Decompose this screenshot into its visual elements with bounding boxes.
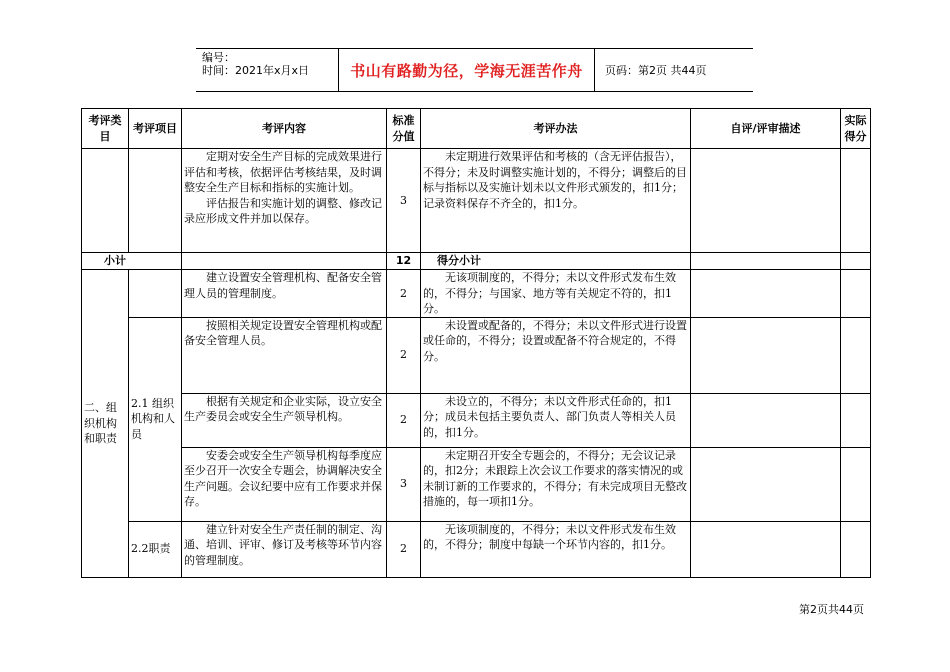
self-eval-cell[interactable] — [691, 521, 841, 577]
subtotal-label: 小计 — [82, 253, 182, 270]
item-cell — [129, 149, 182, 253]
score-cell: 2 — [387, 393, 421, 447]
col-header: 考评办法 — [421, 109, 691, 149]
subtotal-score: 12 — [387, 253, 421, 270]
content-cell — [182, 253, 387, 270]
page-header — [196, 48, 753, 92]
method-cell: 未定期召开安全专题会的，不得分；无会议记录的，扣2分；未跟踪上次会议工作要求的落实情况的或未制订新的工作要求的，不得分；有未完成项目无整改措施的，每一项扣1分。 — [421, 447, 691, 521]
table-row — [82, 317, 871, 393]
category-cell: 二、组织机构和职责 — [82, 270, 129, 578]
score-cell: 2 — [387, 521, 421, 577]
col-header: 考评项目 — [129, 109, 182, 149]
actual-score-cell[interactable] — [841, 317, 871, 393]
method-cell: 未设立的，不得分；未以文件形式任命的，扣1分；成员未包括主要负责人、部门负责人等相关人员的，扣1分。 — [421, 393, 691, 447]
item-cell — [129, 270, 182, 318]
content-cell: 建立设置安全管理机构、配备安全管理人员的管理制度。 — [182, 270, 387, 318]
subtotal-text: 得分小计 — [421, 253, 691, 270]
table-row — [82, 521, 871, 577]
method-cell: 未定期进行效果评估和考核的（含无评估报告），不得分；未及时调整实施计划的，不得分；调整后的目标与指标以及实施计划未以文件形式颁发的，扣1分；记录资料保存不齐全的，扣1分。 — [421, 149, 691, 253]
col-header: 考评类目 — [82, 109, 129, 149]
header-meta — [196, 49, 338, 91]
subtotal-row — [82, 253, 871, 270]
page-label: 页码：第2页 共44页 — [605, 64, 707, 77]
actual-score-cell[interactable] — [841, 393, 871, 447]
content-cell — [182, 149, 387, 253]
content-cell: 建立针对安全生产责任制的制定、沟通、培训、评审、修订及考核等环节内容的管理制度。 — [182, 521, 387, 577]
self-eval-cell[interactable] — [691, 393, 841, 447]
content-cell: 根据有关规定和企业实际，设立安全生产委员会或安全生产领导机构。 — [182, 393, 387, 447]
self-eval-cell[interactable] — [691, 253, 841, 270]
page-footer: 第2页共44页 — [799, 603, 864, 616]
self-eval-cell[interactable] — [691, 447, 841, 521]
content-paragraph: 评估报告和实施计划的调整、修改记录应形成文件并加以保存。 — [184, 196, 382, 225]
col-header: 实际得分 — [841, 109, 871, 149]
number-label: 编号： — [202, 51, 235, 64]
col-header: 标准分值 — [387, 109, 421, 149]
actual-score-cell[interactable] — [841, 447, 871, 521]
method-cell: 无该项制度的，不得分；未以文件形式发布生效的，不得分；制度中每缺一个环节内容的，扣1分。 — [421, 521, 691, 577]
method-cell: 无该项制度的，不得分；未以文件形式发布生效的，不得分；与国家、地方等有关规定不符的，扣1分。 — [421, 270, 691, 318]
score-cell: 3 — [387, 447, 421, 521]
score-cell: 2 — [387, 317, 421, 393]
actual-score-cell[interactable] — [841, 149, 871, 253]
evaluation-table — [81, 108, 871, 578]
col-header: 考评内容 — [182, 109, 387, 149]
method-cell: 未设置或配备的，不得分；未以文件形式进行设置或任命的，不得分；设置或配备不符合规定的，不得分。 — [421, 317, 691, 393]
time-label: 时间：2021年x月x日 — [202, 64, 310, 77]
content-cell: 安委会或安全生产领导机构每季度应至少召开一次安全专题会，协调解决安全生产问题。会议纪要中应有工作要求并保存。 — [182, 447, 387, 521]
actual-score-cell[interactable] — [841, 521, 871, 577]
category-cell — [82, 149, 129, 253]
slogan: 书山有路勤为径，学海无涯苦作舟 — [338, 49, 595, 91]
actual-score-cell[interactable] — [841, 270, 871, 318]
actual-score-cell[interactable] — [841, 253, 871, 270]
table-row — [82, 447, 871, 521]
content-paragraph: 定期对安全生产目标的完成效果进行评估和考核，依据评估考核结果，及时调整安全生产目标和指标的实施计划。 — [184, 150, 382, 194]
self-eval-cell[interactable] — [691, 149, 841, 253]
score-cell: 3 — [387, 149, 421, 253]
col-header: 自评/评审描述 — [691, 109, 841, 149]
self-eval-cell[interactable] — [691, 270, 841, 318]
content-cell: 按照相关规定设置安全管理机构或配备安全管理人员。 — [182, 317, 387, 393]
table-row — [82, 270, 871, 318]
item-cell: 2.2职责 — [129, 521, 182, 577]
score-cell: 2 — [387, 270, 421, 318]
table-header-row — [82, 109, 871, 149]
self-eval-cell[interactable] — [691, 317, 841, 393]
table-row — [82, 149, 871, 253]
item-cell: 2.1 组织机构和人员 — [129, 317, 182, 521]
table-row — [82, 393, 871, 447]
